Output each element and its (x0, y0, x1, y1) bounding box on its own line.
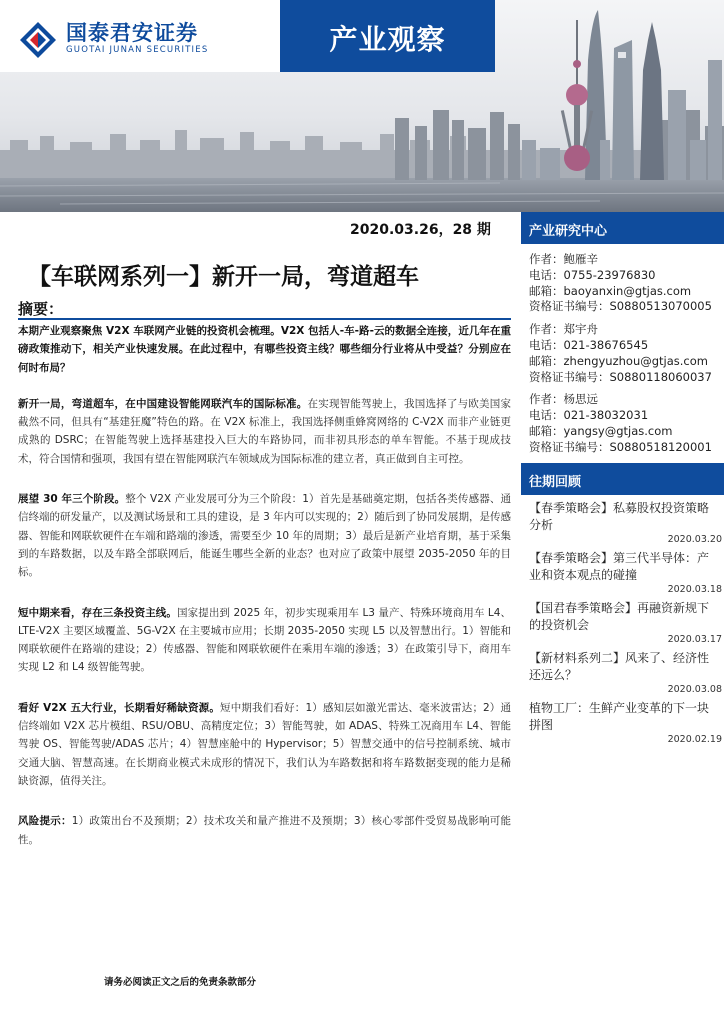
author-block (529, 252, 724, 315)
report-title: 【车联网系列一】新开一局，弯道超车 (28, 264, 419, 290)
history-item-title[interactable]: 【春季策略会】私募股权投资策略分析 (529, 500, 710, 532)
history-item-title[interactable]: 【春季策略会】第三代半导体：产业和资本观点的碰撞 (529, 550, 710, 582)
abstract-body (18, 322, 511, 849)
paragraph-lead: 短中期来看，存在三条投资主线。 (18, 606, 178, 619)
author-email[interactable]: 邮箱：yangsy@gtjas.com (529, 423, 673, 438)
history-item[interactable] (529, 600, 724, 646)
header-banner (0, 0, 724, 212)
logo-area (0, 0, 280, 72)
paragraph-text: 本期产业观察聚焦 V2X 车联网产业链的投资机会梳理。V2X 包括人-车-路-云的数据全连接，近几年在重磅政策推动下，相关产业快速发展。在此过程中，有哪些投资主线？哪些细分行业将从中受益？分别应在何时布局？ (18, 325, 511, 374)
abstract-paragraph (18, 490, 511, 581)
author-email[interactable]: 邮箱：zhengyuzhou@gtjas.com (529, 353, 708, 368)
author-phone: 电话：021-38676545 (529, 337, 649, 352)
author-phone: 电话：0755-23976830 (529, 267, 656, 282)
history-item[interactable] (529, 650, 724, 696)
history-item-date: 2020.02.19 (667, 733, 722, 745)
history-item[interactable] (529, 550, 724, 596)
issue-date: 2020.03.26，28 期 (350, 222, 491, 238)
author-list (521, 244, 724, 456)
logo-english-name: GUOTAI JUNAN SECURITIES (66, 45, 209, 55)
paragraph-lead: 风险提示： (18, 815, 72, 828)
author-cert: 资格证书编号：S0880118060037 (529, 369, 712, 384)
guotai-junan-logo-icon (18, 20, 58, 60)
paragraph-lead: 新开一局，弯道超车，在中国建设智能网联汽车的国际标准。 (18, 397, 308, 410)
history-item-date: 2020.03.08 (667, 683, 722, 695)
abstract-divider (18, 318, 511, 320)
author-phone: 电话：021-38032031 (529, 408, 649, 423)
abstract-paragraph (18, 604, 511, 677)
author-cert: 资格证书编号：S0880518120001 (529, 439, 712, 454)
paragraph-text: 在实现智能驾驶上，我国选择了与欧美国家截然不同，但具有“基建狂魔”特色的路。在 V2X 标准上，我国选择侧重蜂窝网络的 C-V2X 而非产业链更成熟的 DSRC；在智能驾驶上选择基建投入巨大的车路协同，而非初具形态的单车智能。不基于现成技术，符合国情和强项，我国有望在智能网联汽车领域成为国际标准的建立者，真正做到自主可控。 (18, 397, 511, 465)
history-list (521, 495, 724, 746)
history-item[interactable] (529, 700, 724, 746)
history-item-date: 2020.03.17 (667, 633, 722, 645)
abstract-paragraph (18, 699, 511, 790)
author-block (529, 322, 724, 385)
abstract-intro-paragraph (18, 322, 511, 377)
research-center-heading: 产业研究中心 (521, 212, 724, 244)
author-block (529, 392, 724, 455)
paragraph-text: 国家提出到 2025 年，初步实现乘用车 L3 量产、特殊环境商用车 L4、LTE-V2X 主要区域覆盖、5G-V2X 在主要城市应用；长期 2035-2050 实现 L5 以及智慧出行。1）智能和网联软硬件在路端的建设；2）传感器、智能和网联软硬件在乘用车端的渗透；3）在政策引导下，商用车实现 L2 和 L4 级智能驾驶。 (18, 606, 511, 674)
author-name: 作者：杨思远 (529, 392, 598, 407)
author-name: 作者：鲍雁辛 (529, 252, 598, 266)
history-heading: 往期回顾 (521, 463, 724, 495)
history-item-title[interactable]: 【国君春季策略会】再融资新规下的投资机会 (529, 600, 710, 632)
history-item-date: 2020.03.18 (667, 583, 722, 595)
risk-warning-paragraph (18, 812, 511, 849)
author-cert: 资格证书编号：S0880513070005 (529, 299, 712, 314)
author-email[interactable]: 邮箱：baoyanxin@gtjas.com (529, 283, 692, 298)
paragraph-text: 整个 V2X 产业发展可分为三个阶段：1）首先是基础奠定期，包括各类传感器、通信终端的研发量产，以及测试场景和工具的建设，是 3 年内可以实现的；2）随后到了协同发展期，是传感器、智能和网联软硬件在车端和路端的渗透，需要至少 10 年的周期；3）最后是新产业培育期，基于采集到的车路数据，以及车路全部联网后，能诞生哪些全新的业态？也对应了政策中展望 2035-2050 年的目标。 (18, 493, 511, 579)
history-item-date: 2020.03.20 (667, 533, 722, 545)
paragraph-lead: 展望 30 年三个阶段。 (18, 493, 126, 506)
history-item[interactable] (529, 500, 724, 546)
author-name: 作者：郑宇舟 (529, 322, 598, 337)
right-sidebar (521, 212, 724, 745)
banner-title: 产业观察 (329, 23, 446, 56)
paragraph-text: 1）政策出台不及预期；2）技术攻关和量产推进不及预期；3）核心零部件受贸易战影响可能性。 (18, 815, 511, 846)
abstract-paragraph (18, 395, 511, 468)
paragraph-lead: 看好 V2X 五大行业，长期看好稀缺资源。 (18, 701, 221, 714)
history-item-title[interactable]: 植物工厂：生鲜产业变革的下一块拼图 (529, 700, 710, 732)
history-item-title[interactable]: 【新材料系列二】风来了、经济性还远么？ (529, 650, 710, 682)
paragraph-text: 短中期我们看好：1）感知层如激光雷达、毫米波雷达；2）通信终端如 V2X 芯片模组、RSU/OBU、高精度定位；3）智能驾驶，如 ADAS、特殊工况商用车 L4、智能驾驶 OS、智能驾驶/ADAS 芯片；4）智慧座舱中的 Hypervisor；5）智慧交通中的信号控制系统、城市交通大脑、智慧高速。在长期商业模式未成形的情况下，我们认为车路数据和将车路数据变现的能力是稀缺资源，值得关注。 (18, 701, 511, 787)
logo-chinese-name: 国泰君安证券 (66, 21, 198, 45)
banner-title-box (280, 0, 495, 72)
abstract-heading: 摘要： (18, 300, 64, 318)
disclaimer-note: 请务必阅读正文之后的免责条款部分 (104, 977, 257, 988)
